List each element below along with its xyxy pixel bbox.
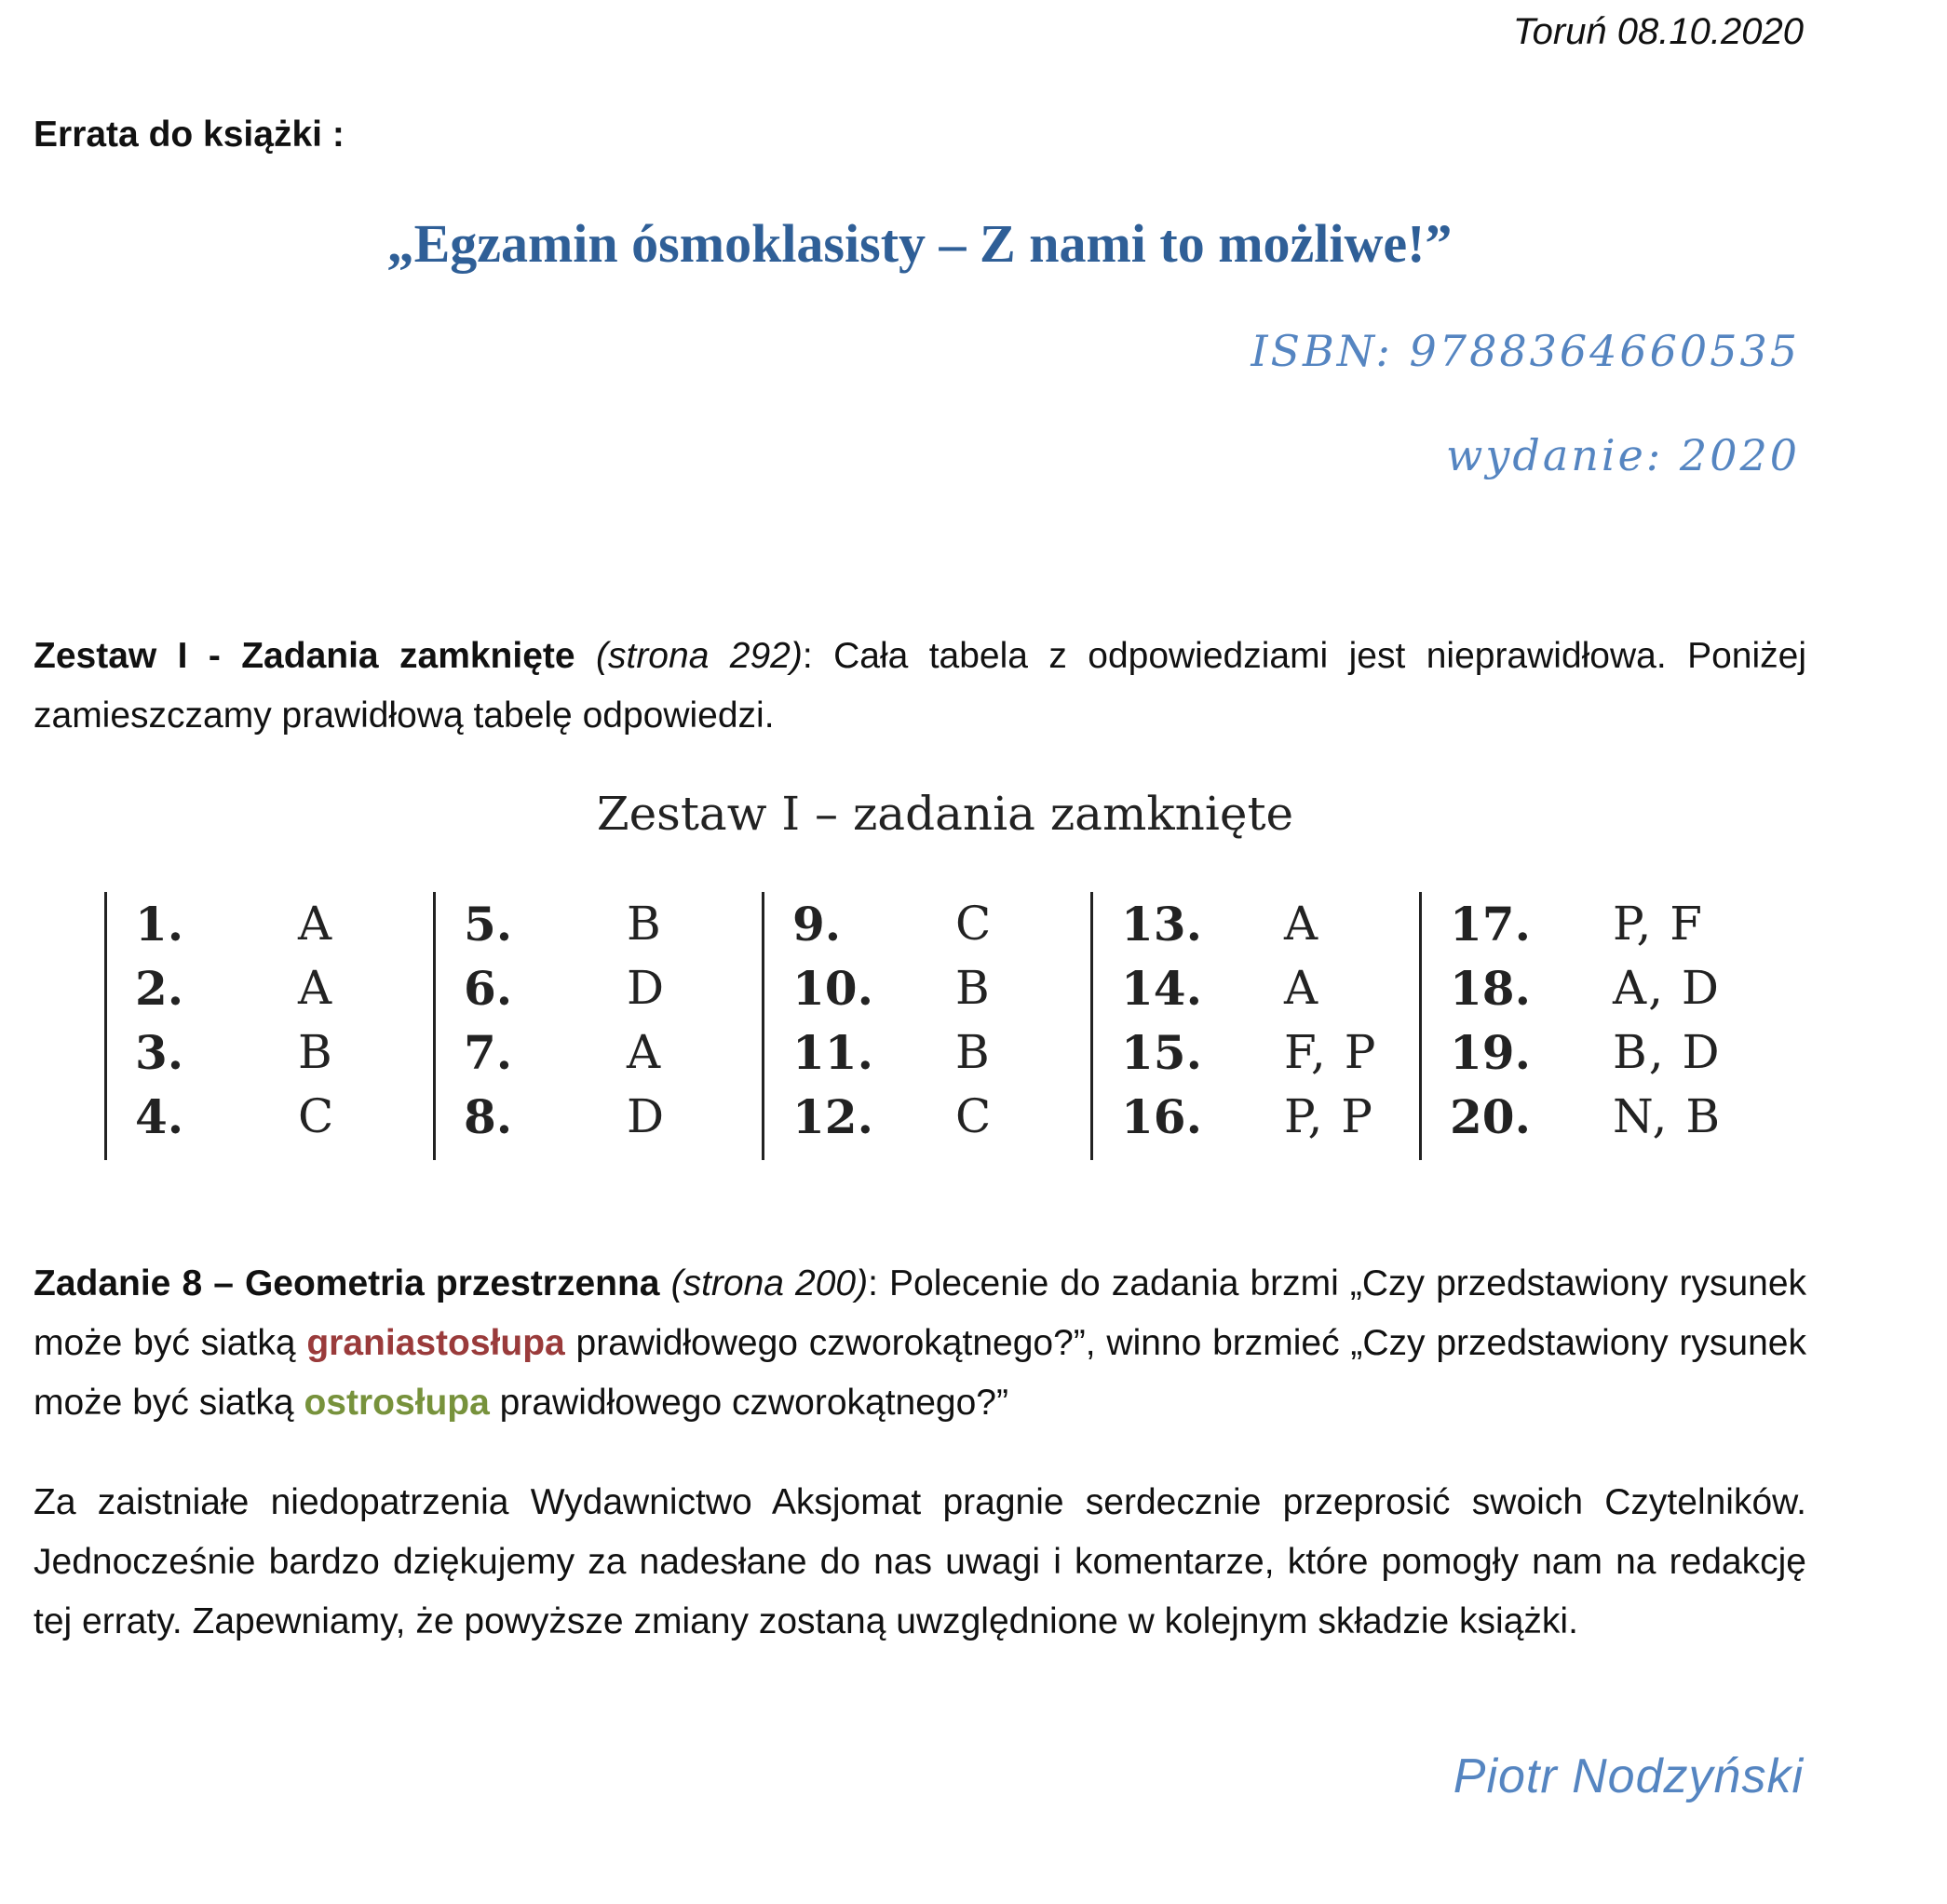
question-number: 15. <box>1121 1025 1202 1080</box>
book-title: „Egzamin ósmoklasisty – Z nami to możliwe!” <box>386 213 1453 274</box>
answer-table-title: Zestaw I – zadania zamknięte <box>596 787 1294 841</box>
answer-value: C <box>298 1089 336 1143</box>
isbn: ISBN: 9788364660535 <box>1251 326 1800 376</box>
question-number: 1. <box>135 897 184 952</box>
answer-row <box>792 892 1090 956</box>
answer-value: B <box>627 897 663 951</box>
section1-heading: Zestaw I - Zadania zamknięte <box>34 636 575 676</box>
answer-column <box>762 892 1090 1160</box>
answer-value: A <box>1284 961 1320 1015</box>
question-number: 10. <box>792 961 873 1016</box>
section1-text: Cała tabela z odpowiedziami jest nieprawidłowa. Poniżej zamieszczamy prawidłową tabelę odpowiedzi. <box>34 636 1806 736</box>
answer-column <box>1090 892 1419 1160</box>
section2-colon: : <box>868 1263 878 1303</box>
section1-colon: : <box>802 636 813 676</box>
question-number: 3. <box>135 1025 184 1080</box>
answer-value: A <box>1284 897 1320 951</box>
section2-paragraph <box>34 1254 1806 1433</box>
answer-row <box>1121 1085 1419 1149</box>
errata-label: Errata do książki : <box>34 115 345 155</box>
answer-row <box>135 956 433 1020</box>
answer-value: C <box>955 1089 994 1143</box>
answer-row <box>135 892 433 956</box>
answer-row <box>464 1020 762 1085</box>
question-number: 18. <box>1450 961 1531 1016</box>
question-number: 12. <box>792 1089 873 1144</box>
question-number: 13. <box>1121 897 1202 952</box>
document-date: Toruń 08.10.2020 <box>1512 11 1804 52</box>
answer-row <box>792 956 1090 1020</box>
question-number: 6. <box>464 961 513 1016</box>
answer-value: P, F <box>1613 897 1704 951</box>
answer-value: A <box>298 897 334 951</box>
wrong-word: graniastosłupa <box>306 1323 565 1363</box>
section1-page-ref: (strona 292) <box>596 636 803 676</box>
answer-value: N, B <box>1613 1089 1723 1143</box>
section2-text-c: prawidłowego czworokątnego?” <box>489 1383 1008 1423</box>
answer-row <box>792 1020 1090 1085</box>
section2-heading: Zadanie 8 – Geometria przestrzenna <box>34 1263 660 1303</box>
answer-column <box>1419 892 1748 1160</box>
answer-value: B <box>955 1025 992 1079</box>
answer-value: A, D <box>1613 961 1721 1015</box>
question-number: 17. <box>1450 897 1531 952</box>
answer-row <box>792 1085 1090 1149</box>
question-number: 19. <box>1450 1025 1531 1080</box>
answer-row <box>464 1085 762 1149</box>
correct-word: ostrosłupa <box>304 1383 490 1423</box>
answer-value: D <box>627 961 667 1015</box>
answer-value: A <box>627 1025 663 1079</box>
edition: wydanie: 2020 <box>1446 430 1800 480</box>
answer-row <box>1450 1020 1748 1085</box>
answer-value: D <box>627 1089 667 1143</box>
answer-row <box>135 1085 433 1149</box>
answer-row <box>1450 1085 1748 1149</box>
section2-text-a: Polecenie do zadania brzmi „Czy przedstawiony rysunek może być siatką <box>34 1263 1807 1363</box>
answer-value: B, D <box>1613 1025 1722 1079</box>
answer-table <box>104 892 1794 1160</box>
answer-value: F, P <box>1284 1025 1378 1079</box>
question-number: 4. <box>135 1089 184 1144</box>
answer-row <box>135 1020 433 1085</box>
section1-paragraph <box>34 627 1806 746</box>
question-number: 20. <box>1450 1089 1531 1144</box>
question-number: 11. <box>792 1025 873 1080</box>
question-number: 5. <box>464 897 513 952</box>
question-number: 2. <box>135 961 184 1016</box>
closing-paragraph: Za zaistniałe niedopatrzenia Wydawnictwo Aksjomat pragnie serdecznie przeprosić swoich Czytelników. Jednocześnie bardzo dziękujemy za nadesłane do nas uwagi i komentarze, które pomogły nam na redakcję tej erraty. Zapewniamy, że powyższe zmiany zostaną uwzględnione w kolejnym składzie książki. <box>34 1482 1806 1641</box>
answer-column <box>104 892 433 1160</box>
answer-row <box>1450 956 1748 1020</box>
section2-page-ref: (strona 200) <box>670 1263 869 1303</box>
question-number: 14. <box>1121 961 1202 1016</box>
signature: Piotr Nodzyński <box>1453 1749 1804 1803</box>
answer-column <box>433 892 762 1160</box>
answer-value: B <box>955 961 992 1015</box>
question-number: 8. <box>464 1089 513 1144</box>
section2-text-b: prawidłowego czworokątnego?”, winno brzmieć „Czy przedstawiony rysunek może być siatką <box>34 1323 1806 1423</box>
answer-value: B <box>298 1025 334 1079</box>
question-number: 7. <box>464 1025 513 1080</box>
answer-value: P, P <box>1284 1089 1374 1143</box>
answer-row <box>1121 892 1419 956</box>
question-number: 16. <box>1121 1089 1202 1144</box>
answer-value: C <box>955 897 994 951</box>
answer-row <box>1121 956 1419 1020</box>
answer-row <box>1121 1020 1419 1085</box>
question-number: 9. <box>792 897 842 952</box>
answer-row <box>464 892 762 956</box>
answer-value: A <box>298 961 334 1015</box>
answer-row <box>464 956 762 1020</box>
answer-row <box>1450 892 1748 956</box>
